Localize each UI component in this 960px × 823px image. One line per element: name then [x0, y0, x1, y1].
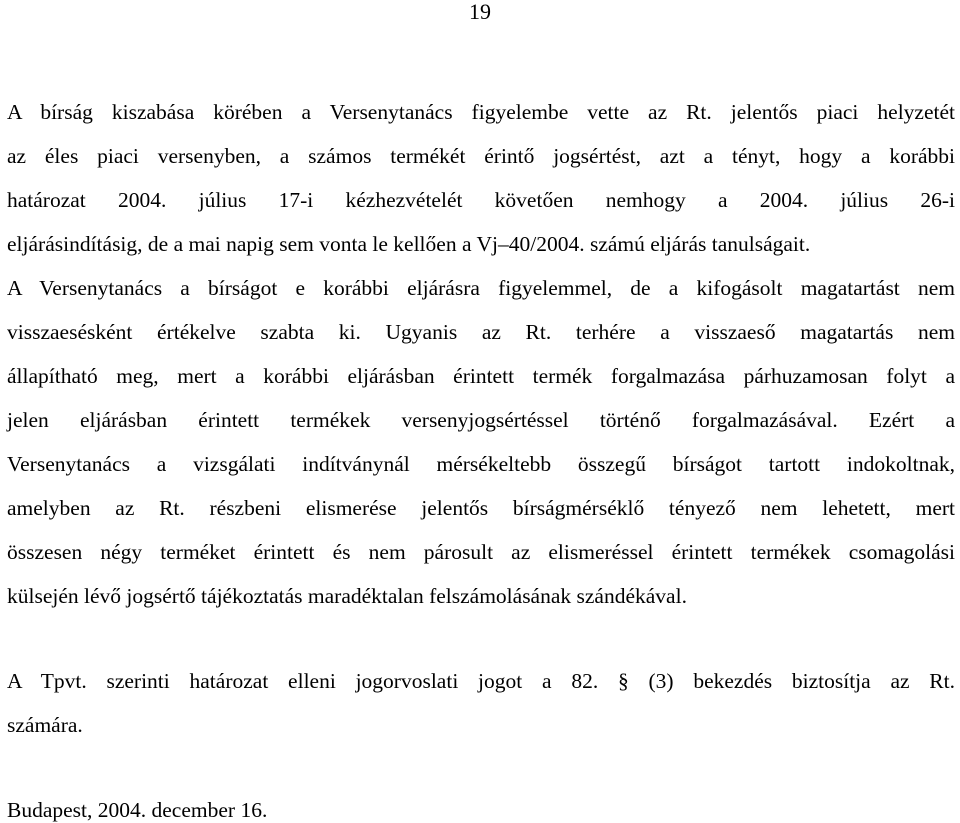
paragraph-line: határozat 2004. július 17-i kézhezvételét követően nemhogy a 2004. július 26-i: [7, 188, 955, 212]
paragraph-line: állapítható meg, mert a korábbi eljárásban érintett termék forgalmazása párhuzamosan folyt a: [7, 364, 955, 388]
paragraph-line: A bírság kiszabása körében a Versenytanács figyelembe vette az Rt. jelentős piaci helyzetét: [7, 100, 955, 124]
page-number: 19: [469, 0, 491, 24]
paragraph-line: számára.: [7, 713, 83, 737]
paragraph-line: az éles piaci versenyben, a számos termékét érintő jogsértést, azt a tényt, hogy a korábbi: [7, 144, 955, 168]
paragraph-line: amelyben az Rt. részbeni elismerése jelentős bírságmérséklő tényező nem lehetett, mert: [7, 496, 955, 520]
paragraph-line: Versenytanács a vizsgálati indítványnál mérsékeltebb összegű bírságot tartott indokoltnak,: [7, 452, 955, 476]
paragraph-line: A Tpvt. szerinti határozat elleni jogorvoslati jogot a 82. § (3) bekezdés biztosítja az Rt.: [7, 669, 955, 693]
paragraph-line: összesen négy terméket érintett és nem párosult az elismeréssel érintett termékek csomagolási: [7, 540, 955, 564]
paragraph-line: A Versenytanács a bírságot e korábbi eljárásra figyelemmel, de a kifogásolt magatartást nem: [7, 276, 955, 300]
place-and-date: Budapest, 2004. december 16.: [7, 798, 268, 822]
paragraph-line: jelen eljárásban érintett termékek versenyjogsértéssel történő forgalmazásával. Ezért a: [7, 408, 955, 432]
paragraph-line: visszaesésként értékelve szabta ki. Ugyanis az Rt. terhére a visszaeső magatartás nem: [7, 320, 955, 344]
paragraph-line: eljárásindításig, de a mai napig sem vonta le kellően a Vj–40/2004. számú eljárás tanulságait.: [7, 232, 811, 256]
paragraph-line: külsején lévő jogsértő tájékoztatás maradéktalan felszámolásának szándékával.: [7, 584, 687, 608]
